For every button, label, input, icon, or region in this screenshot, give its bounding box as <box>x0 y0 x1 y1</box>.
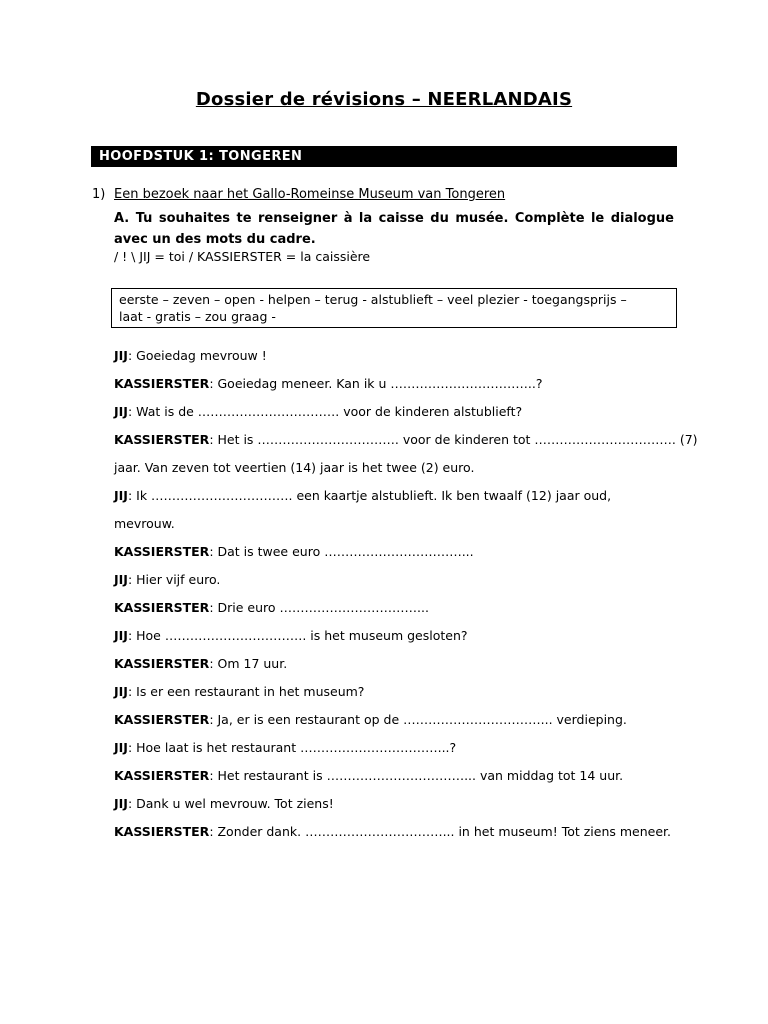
dialogue-text: : Dank u wel mevrouw. Tot ziens! <box>127 796 334 811</box>
word-box-line: eerste – zeven – open - helpen – terug - alstublieft – veel plezier - toegangsprijs – <box>119 292 627 307</box>
dialogue-line <box>114 796 334 811</box>
dialogue-line <box>114 684 364 699</box>
speaker-label: JIJ <box>114 404 128 419</box>
speaker-label: JIJ <box>114 684 128 699</box>
dialogue-line <box>114 740 456 755</box>
dialogue-line <box>114 544 474 559</box>
exercise-instruction: A. Tu souhaites te renseigner à la caisse du musée. Complète le dialogue avec un des mots du cadre. <box>114 211 674 247</box>
dialogue-text: : Dat is twee euro ……………………………... <box>209 544 474 559</box>
document-title: Dossier de révisions – NEERLANDAIS <box>195 89 573 110</box>
dialogue-text: : Om 17 uur. <box>209 656 288 671</box>
exercise-note: / ! \ JIJ = toi / KASSIERSTER = la caissière <box>114 249 371 264</box>
dialogue-text: mevrouw. <box>114 516 175 531</box>
dialogue-text: : Hier vijf euro. <box>127 572 221 587</box>
dialogue-text: : Wat is de ……………………………. voor de kinderen alstublieft? <box>127 404 523 419</box>
dialogue-text: : Het restaurant is ……………………………... van middag tot 14 uur. <box>209 768 624 783</box>
speaker-label: JIJ <box>114 348 128 363</box>
dialogue-line <box>114 404 522 419</box>
speaker-label: JIJ <box>114 740 128 755</box>
dialogue-text: : Zonder dank. ……………………………... in het museum! Tot ziens meneer. <box>209 824 672 839</box>
exercise-number: 1) <box>92 187 106 202</box>
speaker-label: KASSIERSTER <box>114 656 210 671</box>
dialogue-line <box>114 712 627 727</box>
speaker-label: KASSIERSTER <box>114 712 210 727</box>
dialogue-text: : Hoe laat is het restaurant ……………………………...? <box>127 740 457 755</box>
dialogue-line <box>114 488 611 503</box>
dialogue-line <box>114 600 429 615</box>
dialogue-line <box>114 572 220 587</box>
dialogue-line <box>114 348 267 363</box>
dialogue-text: : Goeiedag mevrouw ! <box>127 348 267 363</box>
dialogue-line <box>114 656 287 671</box>
word-box-line: laat - gratis – zou graag - <box>119 309 276 324</box>
speaker-label: JIJ <box>114 488 128 503</box>
dialogue-line <box>114 376 543 391</box>
dialogue-text: jaar. Van zeven tot veertien (14) jaar is het twee (2) euro. <box>114 460 475 475</box>
dialogue-text: : Is er een restaurant in het museum? <box>127 684 365 699</box>
dialogue-text: : Ik ……………………………. een kaartje alstublieft. Ik ben twaalf (12) jaar oud, <box>127 488 612 503</box>
speaker-label: JIJ <box>114 796 128 811</box>
dialogue-line <box>114 824 671 839</box>
dialogue-text: : Goeiedag meneer. Kan ik u ……………………………..? <box>209 376 543 391</box>
dialogue-text: : Hoe ……………………………. is het museum gesloten? <box>127 628 468 643</box>
speaker-label: KASSIERSTER <box>114 432 210 447</box>
dialogue-line <box>114 432 698 447</box>
dialogue-text: : Het is ……………………………. voor de kinderen tot ……………………………. (7) <box>209 432 698 447</box>
dialogue-line <box>114 628 468 643</box>
speaker-label: KASSIERSTER <box>114 768 210 783</box>
dialogue-text: : Drie euro ……………………………... <box>209 600 429 615</box>
speaker-label: JIJ <box>114 628 128 643</box>
speaker-label: JIJ <box>114 572 128 587</box>
speaker-label: KASSIERSTER <box>114 376 210 391</box>
chapter-heading: HOOFDSTUK 1: TONGEREN <box>91 146 677 167</box>
speaker-label: KASSIERSTER <box>114 600 210 615</box>
dialogue-line <box>114 460 474 475</box>
dialogue-line <box>114 768 623 783</box>
speaker-label: KASSIERSTER <box>114 544 210 559</box>
dialogue-text: : Ja, er is een restaurant op de ……………………………... verdieping. <box>209 712 627 727</box>
exercise-title: Een bezoek naar het Gallo-Romeinse Museum van Tongeren <box>114 187 506 202</box>
word-box <box>111 288 677 328</box>
dialogue-line <box>114 516 175 531</box>
speaker-label: KASSIERSTER <box>114 824 210 839</box>
